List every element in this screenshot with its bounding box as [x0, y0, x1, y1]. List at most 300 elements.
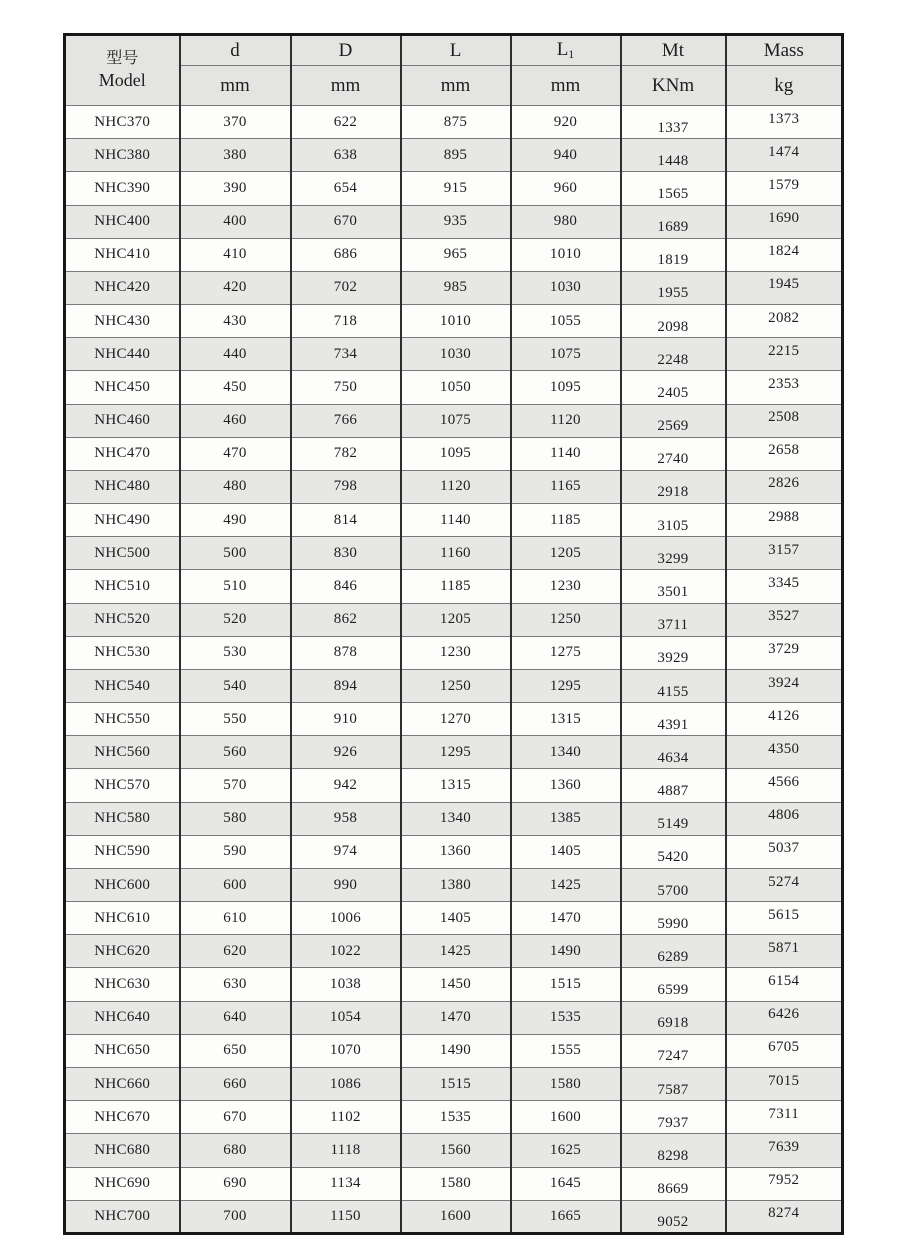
table-row [65, 703, 843, 736]
cell-Mt [621, 703, 726, 736]
cell-L1 [511, 404, 621, 437]
cell-value: 1470 [439, 1009, 472, 1026]
cell-Mt [621, 935, 726, 968]
cell-L1 [511, 636, 621, 669]
table-row [65, 1134, 843, 1167]
cell-value: 1038 [329, 976, 362, 993]
cell-L [401, 968, 511, 1001]
cell-d [180, 238, 291, 271]
cell-value: 8298 [657, 1147, 689, 1164]
cell-value: NHC480 [94, 478, 151, 495]
cell-D [291, 1034, 401, 1067]
cell-Mass [726, 106, 843, 139]
cell-Mt [621, 238, 726, 271]
cell-value: 1470 [549, 909, 582, 926]
cell-value: 390 [223, 179, 247, 196]
cell-value: NHC660 [94, 1075, 151, 1092]
cell-Mt [621, 1034, 726, 1067]
cell-value: 3924 [768, 674, 800, 691]
cell-L [401, 935, 511, 968]
cell-value: 782 [333, 445, 358, 462]
cell-L1 [511, 570, 621, 603]
table-row [65, 271, 843, 304]
cell-D [291, 404, 401, 437]
cell-model [65, 1200, 180, 1233]
header-col-L1: $L_1$ [511, 35, 621, 66]
header-unit-L: mm [401, 66, 511, 106]
cell-L [401, 1101, 511, 1134]
cell-L [401, 404, 511, 437]
cell-value: 915 [443, 179, 468, 196]
cell-d [180, 1134, 291, 1167]
table-header [65, 35, 843, 106]
cell-value: 4391 [657, 716, 689, 733]
cell-D [291, 172, 401, 205]
cell-Mt [621, 504, 726, 537]
cell-model [65, 106, 180, 139]
cell-model [65, 769, 180, 802]
table-row [65, 537, 843, 570]
cell-L [401, 172, 511, 205]
cell-value: 2098 [657, 318, 689, 335]
table-row [65, 139, 843, 172]
cell-value: NHC590 [94, 843, 151, 860]
cell-d [180, 504, 291, 537]
cell-Mass [726, 1001, 843, 1034]
cell-value: 2988 [768, 508, 800, 525]
cell-value: 2740 [657, 451, 689, 468]
cell-Mass [726, 172, 843, 205]
cell-L1 [511, 1200, 621, 1233]
cell-L [401, 1034, 511, 1067]
cell-value: 750 [333, 378, 358, 395]
cell-L [401, 603, 511, 636]
cell-value: 1160 [440, 544, 471, 561]
table-row [65, 769, 843, 802]
cell-Mass [726, 902, 843, 935]
table-row [65, 106, 843, 139]
cell-Mass [726, 205, 843, 238]
cell-value: 4350 [768, 740, 800, 757]
cell-value: NHC640 [94, 1009, 151, 1026]
cell-value: 700 [223, 1207, 247, 1224]
cell-value: 1270 [439, 710, 472, 727]
cell-value: 1360 [549, 777, 582, 794]
cell-model [65, 470, 180, 503]
cell-value: 530 [223, 644, 247, 661]
cell-value: 370 [223, 113, 247, 130]
cell-d [180, 205, 291, 238]
cell-value: 1275 [549, 644, 582, 661]
cell-value: NHC620 [94, 942, 151, 959]
cell-Mt [621, 736, 726, 769]
cell-value: 894 [333, 677, 358, 694]
cell-value: 1360 [439, 843, 472, 860]
header-unit-Mass: kg [726, 66, 843, 106]
cell-value: 1337 [657, 119, 689, 136]
cell-value: 965 [443, 246, 468, 263]
cell-value: 8274 [768, 1204, 800, 1221]
cell-D [291, 1101, 401, 1134]
cell-value: 1515 [439, 1075, 472, 1092]
cell-Mt [621, 1167, 726, 1200]
cell-d [180, 968, 291, 1001]
cell-L [401, 106, 511, 139]
cell-value: 1102 [330, 1108, 361, 1125]
table-row [65, 404, 843, 437]
cell-L [401, 669, 511, 702]
cell-D [291, 205, 401, 238]
table-row [65, 1067, 843, 1100]
cell-value: 650 [223, 1042, 247, 1059]
cell-L1 [511, 1134, 621, 1167]
cell-D [291, 603, 401, 636]
cell-value: NHC610 [94, 909, 151, 926]
cell-value: NHC440 [94, 345, 151, 362]
cell-D [291, 470, 401, 503]
cell-Mass [726, 305, 843, 338]
cell-Mt [621, 404, 726, 437]
table-row [65, 1034, 843, 1067]
cell-model [65, 437, 180, 470]
cell-model [65, 504, 180, 537]
cell-value: 1405 [439, 909, 472, 926]
cell-D [291, 1067, 401, 1100]
cell-Mass [726, 338, 843, 371]
cell-value: 4126 [768, 707, 800, 724]
cell-d [180, 1001, 291, 1034]
cell-value: 400 [223, 213, 247, 230]
cell-model [65, 371, 180, 404]
cell-d [180, 835, 291, 868]
cell-model [65, 404, 180, 437]
cell-d [180, 736, 291, 769]
cell-Mt [621, 537, 726, 570]
cell-L1 [511, 371, 621, 404]
cell-value: 1055 [549, 312, 582, 329]
cell-value: 1315 [439, 777, 472, 794]
cell-value: 420 [223, 279, 247, 296]
cell-D [291, 570, 401, 603]
cell-value: 942 [333, 777, 358, 794]
cell-value: 1010 [439, 312, 472, 329]
cell-value: 1945 [768, 276, 800, 293]
cell-value: 1295 [439, 743, 472, 760]
cell-value: 1819 [657, 252, 689, 269]
cell-Mt [621, 570, 726, 603]
table-row [65, 1167, 843, 1200]
cell-d [180, 636, 291, 669]
cell-L1 [511, 537, 621, 570]
cell-value: NHC390 [94, 179, 151, 196]
cell-Mt [621, 636, 726, 669]
cell-L1 [511, 603, 621, 636]
cell-Mt [621, 271, 726, 304]
cell-value: 3105 [657, 517, 689, 534]
cell-value: 686 [333, 246, 358, 263]
cell-Mass [726, 1101, 843, 1134]
cell-Mt [621, 802, 726, 835]
cell-d [180, 172, 291, 205]
cell-value: 1425 [439, 942, 472, 959]
cell-value: 1380 [439, 876, 472, 893]
cell-value: 1535 [549, 1009, 582, 1026]
table-row [65, 504, 843, 537]
cell-L [401, 504, 511, 537]
cell-d [180, 139, 291, 172]
cell-Mt [621, 902, 726, 935]
table-row [65, 172, 843, 205]
table-row [65, 371, 843, 404]
cell-Mass [726, 669, 843, 702]
cell-L1 [511, 271, 621, 304]
cell-L1 [511, 470, 621, 503]
cell-value: 600 [223, 876, 247, 893]
cell-L [401, 835, 511, 868]
cell-value: 2508 [768, 409, 800, 426]
table-row [65, 338, 843, 371]
cell-model [65, 636, 180, 669]
cell-L [401, 238, 511, 271]
cell-L [401, 271, 511, 304]
cell-value: 1580 [439, 1175, 472, 1192]
cell-Mt [621, 338, 726, 371]
cell-L1 [511, 835, 621, 868]
cell-L [401, 1001, 511, 1034]
cell-D [291, 305, 401, 338]
cell-value: 1140 [550, 445, 581, 462]
cell-value: 7247 [657, 1048, 689, 1065]
cell-value: 920 [553, 113, 578, 130]
cell-value: 460 [223, 412, 247, 429]
cell-value: 570 [223, 777, 247, 794]
cell-Mt [621, 106, 726, 139]
cell-value: 1579 [768, 176, 800, 193]
cell-Mass [726, 437, 843, 470]
cell-value: NHC550 [94, 710, 151, 727]
cell-L1 [511, 305, 621, 338]
cell-Mass [726, 935, 843, 968]
cell-D [291, 935, 401, 968]
cell-L1 [511, 935, 621, 968]
cell-value: 926 [333, 743, 358, 760]
cell-model [65, 271, 180, 304]
cell-value: 1555 [549, 1042, 582, 1059]
cell-L1 [511, 338, 621, 371]
cell-value: 1315 [549, 710, 582, 727]
header-unit-D: mm [291, 66, 401, 106]
cell-value: 1340 [439, 810, 472, 827]
cell-value: 1600 [549, 1108, 582, 1125]
cell-value: NHC530 [94, 644, 151, 661]
cell-model [65, 172, 180, 205]
cell-Mass [726, 603, 843, 636]
cell-value: 766 [333, 412, 358, 429]
cell-value: 680 [223, 1141, 247, 1158]
header-col-D: D [291, 35, 401, 66]
cell-value: 7952 [768, 1172, 800, 1189]
cell-value: 5149 [657, 816, 689, 833]
cell-value: 1030 [439, 345, 472, 362]
cell-value: 500 [223, 544, 247, 561]
cell-Mt [621, 139, 726, 172]
cell-value: NHC540 [94, 677, 151, 694]
cell-D [291, 736, 401, 769]
cell-Mass [726, 404, 843, 437]
cell-value: 1295 [549, 677, 582, 694]
cell-value: 1824 [768, 243, 800, 260]
cell-value: 1425 [549, 876, 582, 893]
cell-value: 974 [333, 843, 358, 860]
cell-L1 [511, 1167, 621, 1200]
cell-value: 940 [553, 146, 578, 163]
cell-value: 3711 [657, 617, 689, 634]
cell-Mt [621, 205, 726, 238]
cell-model [65, 935, 180, 968]
cell-value: 718 [333, 312, 358, 329]
cell-Mass [726, 802, 843, 835]
cell-value: 875 [443, 113, 468, 130]
header-row-labels [65, 35, 843, 66]
cell-value: NHC490 [94, 511, 151, 528]
cell-value: 1450 [439, 976, 472, 993]
cell-value: 622 [333, 113, 358, 130]
cell-D [291, 106, 401, 139]
cell-value: NHC370 [94, 113, 151, 130]
cell-L1 [511, 1001, 621, 1034]
cell-Mass [726, 238, 843, 271]
cell-value: 1490 [549, 942, 582, 959]
cell-d [180, 1200, 291, 1233]
cell-d [180, 703, 291, 736]
cell-L [401, 868, 511, 901]
cell-model [65, 1034, 180, 1067]
cell-model [65, 669, 180, 702]
cell-Mass [726, 371, 843, 404]
cell-Mass [726, 736, 843, 769]
header-col-L: L [401, 35, 511, 66]
cell-d [180, 769, 291, 802]
cell-Mass [726, 1167, 843, 1200]
cell-value: 1373 [768, 110, 800, 127]
cell-value: 2405 [657, 384, 689, 401]
cell-value: 1095 [549, 378, 582, 395]
cell-value: 798 [333, 478, 358, 495]
cell-Mt [621, 437, 726, 470]
table-row [65, 902, 843, 935]
cell-L [401, 1200, 511, 1233]
cell-value: 1580 [549, 1075, 582, 1092]
cell-value: 1075 [549, 345, 582, 362]
cell-L1 [511, 968, 621, 1001]
cell-L1 [511, 504, 621, 537]
cell-Mass [726, 868, 843, 901]
cell-D [291, 139, 401, 172]
cell-L [401, 139, 511, 172]
cell-value: 1054 [329, 1009, 362, 1026]
cell-L [401, 902, 511, 935]
cell-L [401, 470, 511, 503]
cell-Mass [726, 636, 843, 669]
cell-value: 654 [333, 179, 358, 196]
cell-L [401, 437, 511, 470]
cell-model [65, 603, 180, 636]
cell-value: 8669 [657, 1181, 689, 1198]
cell-value: 734 [333, 345, 358, 362]
cell-D [291, 1167, 401, 1200]
cell-value: 910 [333, 710, 358, 727]
cell-d [180, 1167, 291, 1200]
cell-model [65, 802, 180, 835]
cell-value: 430 [223, 312, 247, 329]
cell-value: 1140 [440, 511, 471, 528]
table-row [65, 669, 843, 702]
cell-Mt [621, 868, 726, 901]
cell-Mass [726, 1200, 843, 1233]
cell-value: NHC670 [94, 1108, 151, 1125]
cell-value: 6705 [768, 1039, 800, 1056]
cell-value: 7587 [657, 1081, 689, 1098]
cell-value: 2569 [657, 418, 689, 435]
cell-value: 670 [333, 213, 358, 230]
cell-Mt [621, 669, 726, 702]
cell-value: 7937 [657, 1114, 689, 1131]
cell-value: 620 [223, 942, 247, 959]
cell-value: 1150 [330, 1207, 361, 1224]
cell-d [180, 338, 291, 371]
cell-L1 [511, 1067, 621, 1100]
cell-model [65, 1101, 180, 1134]
cell-D [291, 1134, 401, 1167]
table-row [65, 437, 843, 470]
cell-value: 9052 [657, 1213, 689, 1230]
cell-value: 2658 [768, 442, 800, 459]
cell-model [65, 1001, 180, 1034]
cell-value: NHC560 [94, 743, 151, 760]
cell-value: 1070 [329, 1042, 362, 1059]
cell-value: 1050 [439, 378, 472, 395]
cell-model [65, 570, 180, 603]
cell-model [65, 968, 180, 1001]
cell-value: 1086 [329, 1075, 362, 1092]
cell-value: 2918 [657, 484, 689, 501]
table-body [65, 106, 843, 1234]
cell-value: 878 [333, 644, 358, 661]
cell-Mt [621, 172, 726, 205]
cell-model [65, 902, 180, 935]
cell-value: 440 [223, 345, 247, 362]
cell-d [180, 271, 291, 304]
cell-value: 1490 [439, 1042, 472, 1059]
cell-Mass [726, 570, 843, 603]
cell-value: NHC650 [94, 1042, 151, 1059]
cell-Mass [726, 537, 843, 570]
cell-L1 [511, 205, 621, 238]
cell-L [401, 802, 511, 835]
cell-D [291, 835, 401, 868]
cell-D [291, 868, 401, 901]
cell-value: NHC700 [94, 1207, 151, 1224]
cell-value: 2215 [768, 342, 800, 359]
cell-L [401, 703, 511, 736]
cell-value: 450 [223, 378, 247, 395]
cell-value: NHC690 [94, 1175, 151, 1192]
table-row [65, 736, 843, 769]
cell-value: NHC470 [94, 445, 151, 462]
cell-Mass [726, 504, 843, 537]
cell-value: 6289 [657, 948, 689, 965]
cell-value: NHC400 [94, 213, 151, 230]
